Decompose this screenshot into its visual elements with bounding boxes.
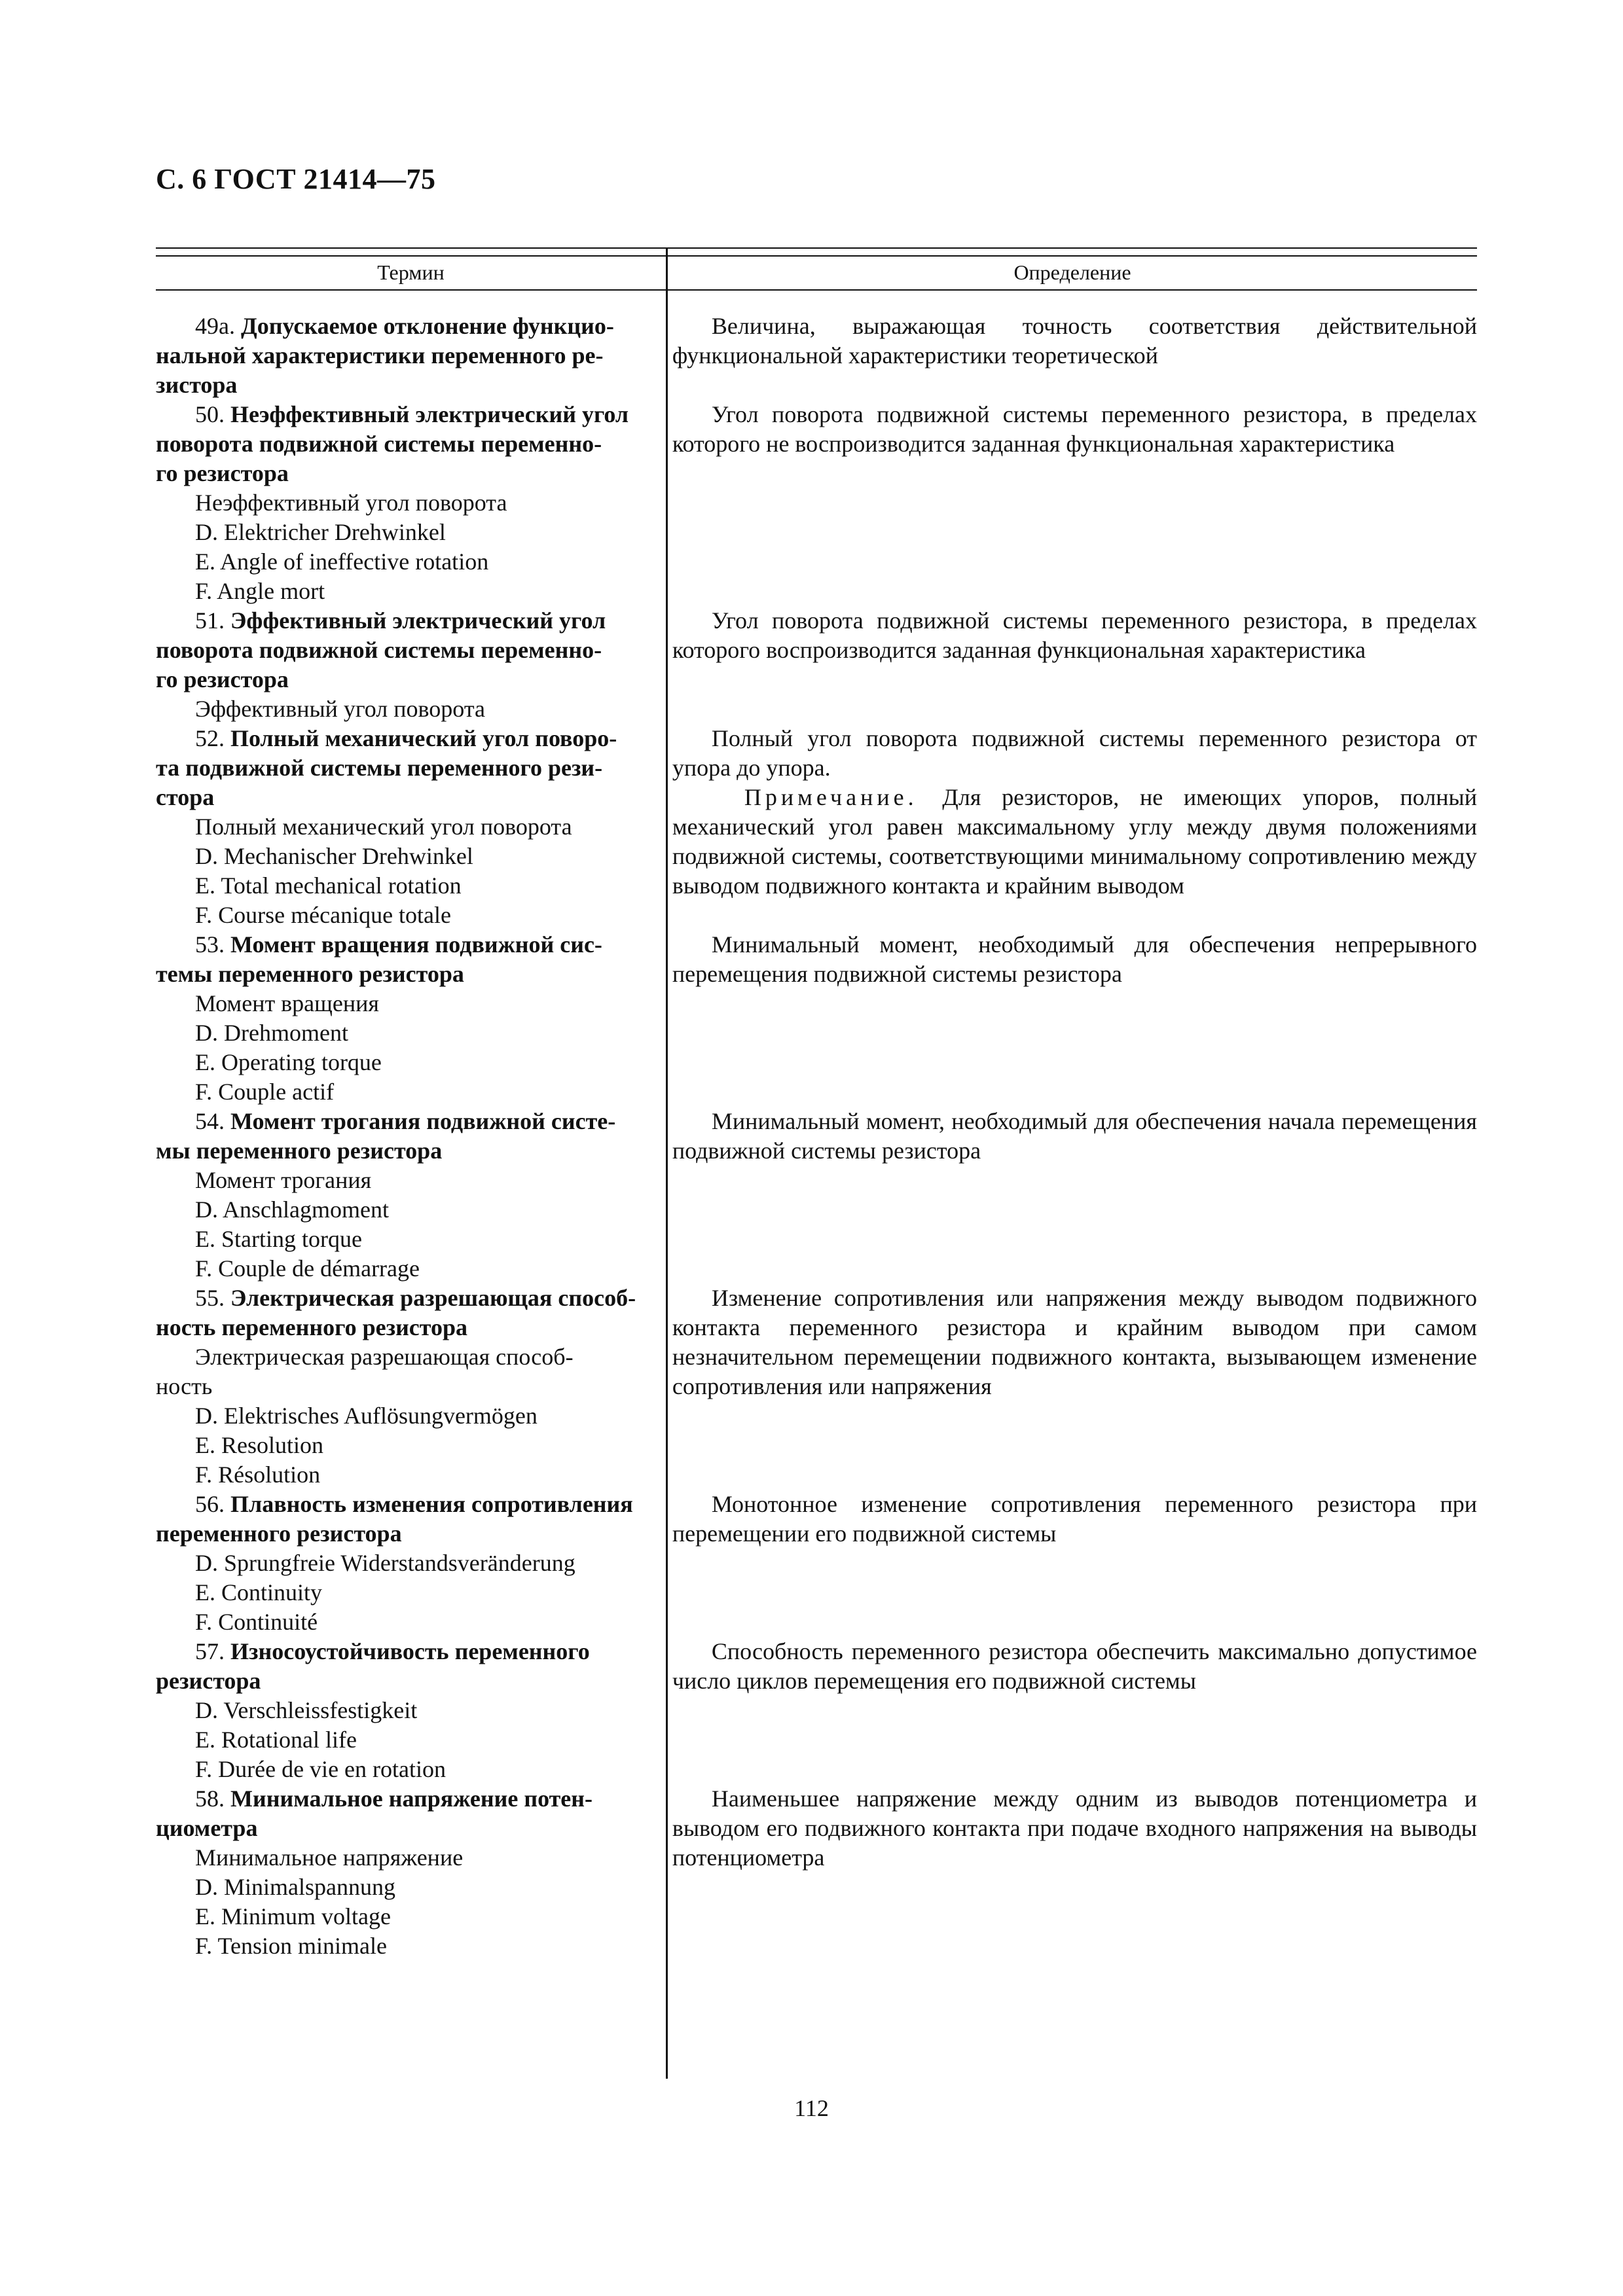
term-name-line — [156, 665, 641, 694]
term-cell — [156, 312, 663, 400]
term-synonym: Неэффективный угол поворота — [195, 490, 507, 516]
definition-cell — [663, 1107, 1477, 1283]
definition-text: Угол поворота подвижной системы переменного резистора, в пределах которого воспроизводится заданная функциональная характеристика — [672, 607, 1477, 663]
definition-text: Величина, выражающая точность соответствия действительной функциональной характеристики теоретической — [672, 313, 1477, 368]
term-synonym: E. Resolution — [195, 1432, 323, 1458]
term-name-line — [156, 429, 641, 459]
term-number: 55. — [195, 1285, 230, 1311]
note-text: Для резисторов, не имеющих упоров, полный механический угол равен максимальному углу между двумя положениями подвижной системы, соответствующими минимальному сопротивлению между выводом подвижного контакта и крайним выводом — [672, 784, 1477, 899]
term-name-line — [156, 636, 641, 665]
term-name-line — [156, 1814, 641, 1843]
term-name: Электрическая разрешающая способ- — [230, 1285, 636, 1311]
term-name: нальной характеристики переменного ре- — [156, 342, 604, 368]
definition-cell — [663, 1784, 1477, 1961]
term-name: темы переменного резистора — [156, 961, 464, 987]
term-name-line — [156, 1283, 641, 1313]
term-name-line — [156, 1490, 641, 1519]
term-name-line — [156, 1136, 641, 1166]
definition-cell — [663, 312, 1477, 400]
table-top-rule — [156, 247, 1477, 249]
term-synonym: D. Elektricher Drehwinkel — [195, 519, 446, 545]
term-name: Эффективный электрический угол — [230, 607, 606, 634]
term-synonym: Момент трогания — [195, 1167, 372, 1193]
term-name: переменного резистора — [156, 1520, 402, 1547]
term-name: го резистора — [156, 666, 289, 692]
term-name-line — [156, 724, 641, 753]
term-entry — [156, 400, 1477, 606]
term-cell — [156, 400, 663, 606]
definition-cell — [663, 606, 1477, 724]
term-name: Момент вращения подвижной сис- — [230, 931, 602, 958]
term-name-line — [156, 1107, 641, 1136]
term-name: Момент трогания подвижной систе- — [230, 1108, 616, 1134]
definition-text: Наименьшее напряжение между одним из выводов потенциометра и выводом его подвижного контакта при подаче входного напряжения на выводы потенциометра — [672, 1785, 1477, 1871]
note-label: Примечание. — [744, 784, 943, 810]
definition-text: Монотонное изменение сопротивления переменного резистора при перемещении его подвижной системы — [672, 1491, 1477, 1547]
definition-cell — [663, 930, 1477, 1107]
definition-text: Угол поворота подвижной системы переменного резистора, в пределах которого не воспроизводится заданная функциональная характеристика — [672, 401, 1477, 457]
term-entry — [156, 312, 1477, 400]
term-entry — [156, 1107, 1477, 1283]
term-entry — [156, 1784, 1477, 1961]
term-name: Плавность изменения сопротивления — [230, 1491, 633, 1517]
term-name-line — [156, 1313, 641, 1342]
term-entry — [156, 724, 1477, 930]
term-name: Износоустойчивость переменного — [230, 1638, 590, 1664]
term-synonym: F. Résolution — [195, 1462, 321, 1488]
term-name-line — [156, 1784, 641, 1814]
term-name-line — [156, 753, 641, 783]
term-name-line — [156, 312, 641, 341]
term-synonym: D. Mechanischer Drehwinkel — [195, 843, 473, 869]
term-name: Полный механический угол поворо- — [230, 725, 617, 751]
term-synonym: E. Rotational life — [195, 1727, 357, 1753]
term-synonym: F. Couple de démarrage — [195, 1255, 420, 1282]
term-synonym: Эффективный угол поворота — [195, 696, 485, 722]
term-name-line — [156, 606, 641, 636]
definition-cell — [663, 1490, 1477, 1637]
term-synonym: F. Durée de vie en rotation — [195, 1756, 446, 1782]
term-name-line — [156, 1666, 641, 1696]
term-cell — [156, 930, 663, 1107]
term-synonym: F. Continuité — [195, 1609, 318, 1635]
term-number: 54. — [195, 1108, 230, 1134]
table-top-rule-2 — [156, 255, 1477, 257]
term-number: 56. — [195, 1491, 230, 1517]
term-name: го резистора — [156, 460, 289, 486]
term-entry — [156, 606, 1477, 724]
term-name: ность переменного резистора — [156, 1314, 468, 1340]
term-name: та подвижной системы переменного рези- — [156, 755, 603, 781]
term-cell — [156, 1283, 663, 1490]
term-number: 57. — [195, 1638, 230, 1664]
term-cell — [156, 1107, 663, 1283]
term-synonym: ность — [156, 1373, 213, 1399]
term-synonym: F. Course mécanique totale — [195, 902, 452, 928]
term-synonym: E. Starting torque — [195, 1226, 362, 1252]
term-name-line — [156, 341, 641, 370]
term-name: поворота подвижной системы переменно- — [156, 431, 602, 457]
term-synonym: D. Drehmoment — [195, 1020, 348, 1046]
definition-text: Минимальный момент, необходимый для обеспечения непрерывного перемещения подвижной системы резистора — [672, 931, 1477, 987]
definition-text: Полный угол поворота подвижной системы переменного резистора от упора до упора. — [672, 725, 1477, 781]
term-name: Допускаемое отклонение функцио- — [240, 313, 614, 339]
term-entry — [156, 1283, 1477, 1490]
term-synonym: D. Anschlagmoment — [195, 1196, 389, 1223]
term-name-line — [156, 459, 641, 488]
column-header-term: Термин — [377, 260, 445, 284]
term-name: Минимальное напряжение потен- — [230, 1785, 593, 1812]
term-synonym: D. Verschleissfestigkeit — [195, 1697, 418, 1723]
term-name: резистора — [156, 1668, 261, 1694]
term-name: стора — [156, 784, 215, 810]
definition-text: Минимальный момент, необходимый для обеспечения начала перемещения подвижной системы резистора — [672, 1108, 1477, 1164]
term-synonym: D. Elektrisches Auflösungvermögen — [195, 1403, 538, 1429]
entries-list — [156, 312, 1477, 1961]
term-number: 51. — [195, 607, 230, 634]
term-synonym: E. Total mechanical rotation — [195, 872, 462, 899]
term-name: циометра — [156, 1815, 258, 1841]
term-synonym: F. Tension minimale — [195, 1933, 387, 1959]
term-name-line — [156, 370, 641, 400]
term-cell — [156, 606, 663, 724]
term-synonym: D. Sprungfreie Widerstandsveränderung — [195, 1550, 575, 1576]
term-synonym: F. Angle mort — [195, 578, 325, 604]
term-name-line — [156, 1637, 641, 1666]
term-entry — [156, 1637, 1477, 1784]
definition-cell — [663, 400, 1477, 606]
term-name-line — [156, 930, 641, 960]
definition-cell — [663, 1637, 1477, 1784]
terms-table — [156, 247, 1477, 2079]
term-number: 52. — [195, 725, 230, 751]
term-cell — [156, 1490, 663, 1637]
term-number: 50. — [195, 401, 230, 427]
definition-cell — [663, 724, 1477, 930]
term-synonym: D. Minimalspannung — [195, 1874, 395, 1900]
definition-text: Способность переменного резистора обеспечить максимально допустимое число циклов перемещения его подвижной системы — [672, 1638, 1477, 1694]
term-synonym: Момент вращения — [195, 990, 379, 1016]
term-number: 49а. — [195, 313, 241, 339]
term-name-line — [156, 400, 641, 429]
term-entry — [156, 930, 1477, 1107]
term-synonym: E. Minimum voltage — [195, 1903, 391, 1929]
term-name: Неэффективный электрический угол — [230, 401, 629, 427]
term-name: зистора — [156, 372, 238, 398]
column-header-definition: Определение — [1013, 260, 1131, 284]
term-cell — [156, 1637, 663, 1784]
definition-note — [672, 783, 1477, 901]
term-name-line — [156, 960, 641, 989]
term-synonym: E. Operating torque — [195, 1049, 382, 1075]
term-synonym: E. Continuity — [195, 1579, 323, 1605]
table-header-rule — [156, 289, 1477, 291]
term-name-line — [156, 1519, 641, 1549]
term-name: поворота подвижной системы переменно- — [156, 637, 602, 663]
term-number: 58. — [195, 1785, 230, 1812]
term-synonym: E. Angle of ineffective rotation — [195, 548, 489, 575]
term-name: мы переменного резистора — [156, 1138, 443, 1164]
term-name-line — [156, 783, 641, 812]
term-synonym: F. Couple actif — [195, 1079, 335, 1105]
definition-text: Изменение сопротивления или напряжения между выводом подвижного контакта переменного резистора и крайним выводом при самом незначительном перемещении подвижного контакта, вызывающем изменение сопротивления или напряжения — [672, 1285, 1477, 1399]
definition-cell — [663, 1283, 1477, 1490]
term-synonym: Электрическая разрешающая способ- — [195, 1344, 574, 1370]
term-entry — [156, 1490, 1477, 1637]
page-header: С. 6 ГОСТ 21414—75 — [156, 163, 436, 195]
term-cell — [156, 1784, 663, 1961]
term-synonym: Минимальное напряжение — [195, 1844, 464, 1871]
term-number: 53. — [195, 931, 230, 958]
term-synonym: Полный механический угол поворота — [195, 814, 572, 840]
page-number: 112 — [794, 2095, 829, 2121]
term-cell — [156, 724, 663, 930]
